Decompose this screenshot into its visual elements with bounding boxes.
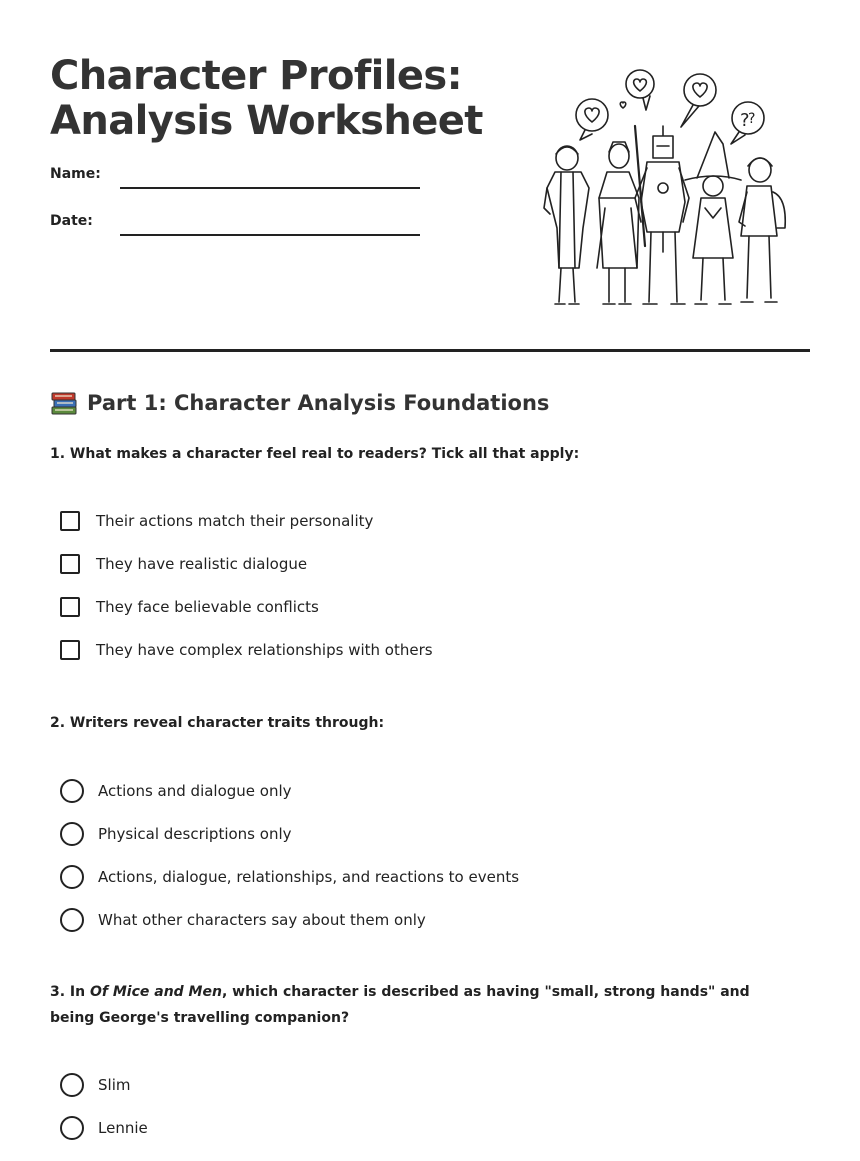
- q2-option-2[interactable]: [60, 822, 292, 846]
- checkbox[interactable]: [60, 597, 80, 617]
- name-label: Name:: [50, 166, 101, 182]
- option-label: Lennie: [98, 1119, 148, 1137]
- title-line-2: Analysis Worksheet: [50, 98, 483, 144]
- q1-option-4[interactable]: [60, 640, 433, 660]
- section-divider: [50, 349, 810, 352]
- question-3-prefix: 3. In: [50, 984, 90, 1000]
- option-label: They have complex relationships with others: [96, 641, 433, 659]
- book-title: Of Mice and Men: [89, 984, 222, 1000]
- name-field[interactable]: [120, 187, 420, 189]
- speech-bubble-heart-icon: [576, 99, 608, 140]
- radio-button[interactable]: [60, 865, 84, 889]
- title-line-1: Character Profiles:: [50, 53, 463, 99]
- checkbox[interactable]: [60, 511, 80, 531]
- question-3-text: [50, 979, 790, 1031]
- option-label: They have realistic dialogue: [96, 555, 308, 573]
- speech-bubble-heart-icon: [681, 74, 716, 127]
- q3-option-1[interactable]: [60, 1073, 130, 1097]
- radio-button[interactable]: [60, 1073, 84, 1097]
- radio-button[interactable]: [60, 908, 84, 932]
- date-label: Date:: [50, 213, 93, 229]
- q2-option-3[interactable]: [60, 865, 519, 889]
- q2-option-1[interactable]: [60, 779, 292, 803]
- q1-option-2[interactable]: [60, 554, 307, 574]
- character-student-icon: [739, 158, 785, 302]
- worksheet-title: [50, 54, 483, 144]
- speech-bubble-question-icon: [731, 102, 764, 144]
- q3-option-2[interactable]: [60, 1116, 148, 1140]
- option-label: They face believable conflicts: [96, 598, 319, 616]
- date-field[interactable]: [120, 234, 420, 236]
- q2-option-4[interactable]: [60, 908, 426, 932]
- character-witch-icon: [685, 132, 741, 304]
- option-label: Actions and dialogue only: [98, 782, 292, 800]
- speech-bubble-heart-icon: [620, 70, 654, 110]
- character-coat-icon: [544, 146, 589, 304]
- part-1-title: Part 1: Character Analysis Foundations: [87, 391, 550, 415]
- option-label: Physical descriptions only: [98, 825, 292, 843]
- checkbox[interactable]: [60, 640, 80, 660]
- characters-illustration: [535, 68, 795, 318]
- option-label: Slim: [98, 1076, 131, 1094]
- option-label: Actions, dialogue, relationships, and reactions to events: [98, 868, 520, 886]
- svg-text:?: ?: [748, 111, 756, 127]
- character-knight-icon: [635, 126, 689, 304]
- option-label: Their actions match their personality: [96, 512, 374, 530]
- option-label: What other characters say about them only: [98, 911, 426, 929]
- q1-option-3[interactable]: [60, 597, 319, 617]
- question-2-text: 2. Writers reveal character traits through:: [50, 715, 385, 731]
- question-1-text: 1. What makes a character feel real to readers? Tick all that apply:: [50, 446, 580, 462]
- q1-option-1[interactable]: [60, 511, 373, 531]
- svg-text:?: ?: [740, 110, 750, 131]
- checkbox[interactable]: [60, 554, 80, 574]
- question-3-suffix: , which character is described as having "small, strong hands" and being George's travelling companion?: [50, 984, 750, 1026]
- radio-button[interactable]: [60, 1116, 84, 1140]
- radio-button[interactable]: [60, 779, 84, 803]
- part-1-heading: [50, 390, 549, 416]
- radio-button[interactable]: [60, 822, 84, 846]
- books-icon: [50, 390, 78, 416]
- character-traveler-icon: [597, 126, 645, 304]
